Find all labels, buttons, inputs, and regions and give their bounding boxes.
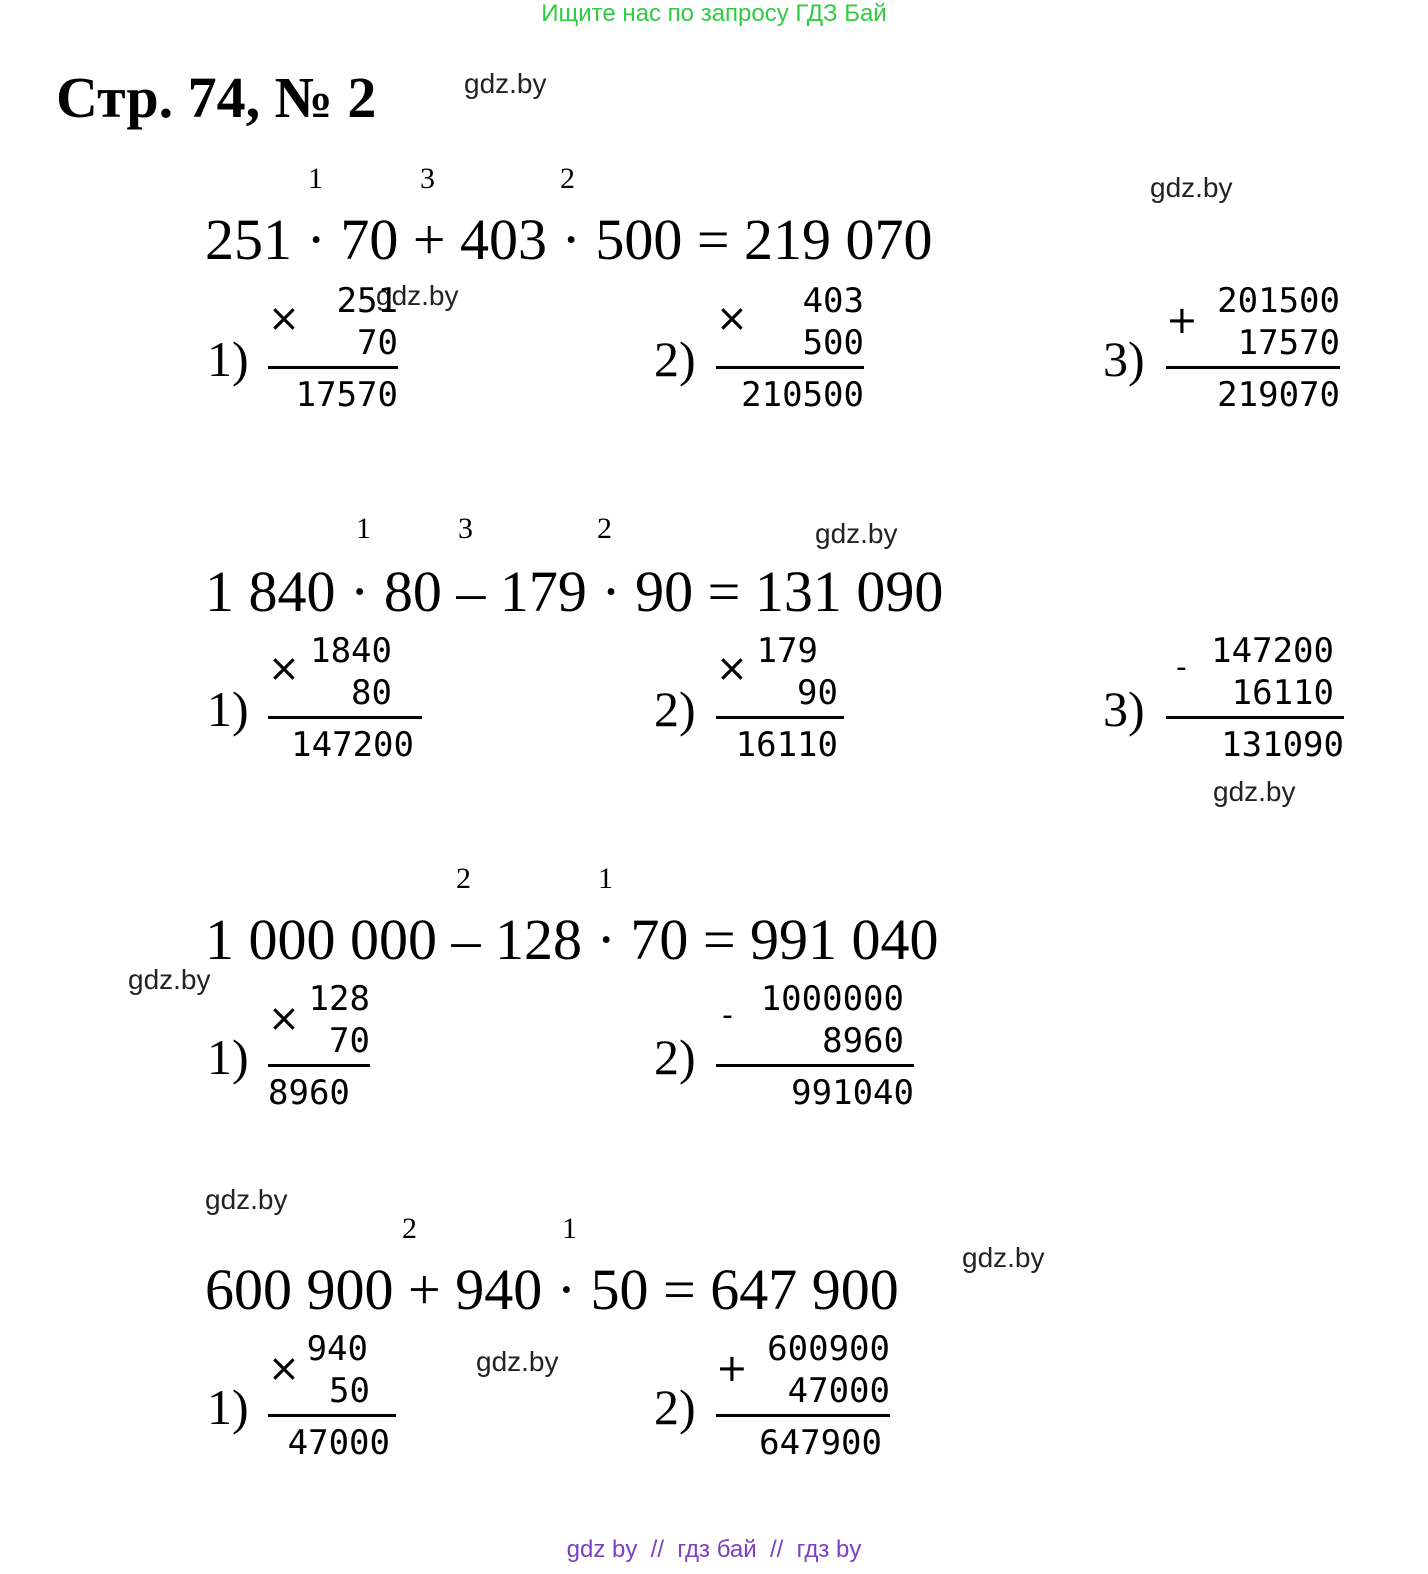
order-number: 3 [420, 162, 435, 195]
step-label: 1) [207, 1029, 249, 1085]
watermark: gdz.by [962, 1242, 1045, 1273]
result-line [268, 366, 398, 369]
column-calculation [268, 630, 422, 765]
operand: 179 [756, 631, 818, 671]
watermark: gdz.by [815, 518, 898, 549]
result: 8960 [268, 1073, 350, 1113]
multiply-sign: × [268, 646, 300, 690]
expression: 251 · 70 + 403 · 500 = 219 070 [205, 207, 933, 272]
order-number: 1 [308, 162, 323, 195]
result-line [716, 716, 844, 719]
operand: 201500 [1217, 281, 1340, 321]
operand: 8960 [822, 1021, 904, 1061]
order-number: 2 [597, 512, 612, 545]
result-line [1166, 716, 1344, 719]
operand: 403 [802, 281, 864, 321]
operand: 47000 [787, 1371, 890, 1411]
watermark: gdz.by [1150, 172, 1233, 203]
result-line [716, 1064, 914, 1067]
expression: 600 900 + 940 · 50 = 647 900 [205, 1257, 899, 1322]
result: 991040 [791, 1073, 914, 1113]
order-number: 2 [560, 162, 575, 195]
result: 47000 [287, 1423, 390, 1463]
operand: 90 [797, 673, 838, 713]
column-calculation [1166, 630, 1344, 765]
watermark: gdz.by [205, 1184, 288, 1215]
multiply-sign: × [268, 1346, 300, 1390]
operand: 50 [329, 1371, 370, 1411]
multiply-sign: × [716, 296, 748, 340]
operand: 70 [357, 323, 398, 363]
step-label: 2) [654, 331, 696, 387]
result-line [716, 366, 864, 369]
operand: 251 [336, 281, 398, 321]
operand: 1000000 [760, 979, 904, 1019]
result-line [1166, 366, 1340, 369]
result: 210500 [741, 375, 864, 415]
watermark: gdz.by [376, 280, 459, 311]
result: 147200 [291, 725, 414, 765]
result: 219070 [1217, 375, 1340, 415]
result-line [716, 1414, 890, 1417]
step-label: 2) [654, 1379, 696, 1435]
watermark: gdz.by [464, 68, 547, 99]
step-label: 3) [1103, 331, 1145, 387]
order-number: 1 [562, 1212, 577, 1245]
multiply-sign: × [268, 996, 300, 1040]
operand: 16110 [1231, 673, 1334, 713]
minus-sign: - [722, 998, 733, 1033]
operand: 1840 [310, 631, 392, 671]
operand: 70 [329, 1021, 370, 1061]
result: 131090 [1221, 725, 1344, 765]
order-number: 2 [402, 1212, 417, 1245]
result-line [268, 1414, 396, 1417]
operand: 940 [306, 1329, 368, 1369]
step-label: 1) [207, 1379, 249, 1435]
order-number: 2 [456, 862, 471, 895]
operand: 17570 [1237, 323, 1340, 363]
multiply-sign: × [716, 646, 748, 690]
step-label: 1) [207, 681, 249, 737]
watermark: gdz.by [1213, 776, 1296, 807]
operand: 80 [351, 673, 392, 713]
result: 647900 [759, 1423, 882, 1463]
footer-watermark: gdz by // гдз бай // гдз by [566, 1536, 862, 1563]
operand: 147200 [1211, 631, 1334, 671]
result: 16110 [735, 725, 838, 765]
column-calculation [716, 1328, 890, 1463]
page-title: Стр. 74, № 2 [56, 65, 377, 130]
result-line [268, 716, 422, 719]
watermark: gdz.by [128, 964, 211, 995]
column-calculation [1166, 280, 1340, 415]
operand: 600900 [767, 1329, 890, 1369]
operand: 500 [802, 323, 864, 363]
order-number: 3 [458, 512, 473, 545]
minus-sign: - [1176, 650, 1187, 685]
step-label: 3) [1103, 681, 1145, 737]
order-number: 1 [356, 512, 371, 545]
watermark: gdz.by [476, 1346, 559, 1377]
expression: 1 840 · 80 – 179 · 90 = 131 090 [205, 559, 944, 624]
order-number: 1 [598, 862, 613, 895]
expression: 1 000 000 – 128 · 70 = 991 040 [205, 907, 939, 972]
search-banner: Ищите нас по запросу ГДЗ Бай [541, 0, 887, 27]
plus-sign: + [716, 1346, 748, 1390]
step-label: 2) [654, 1029, 696, 1085]
step-label: 1) [207, 331, 249, 387]
column-calculation [716, 280, 864, 415]
column-calculation [268, 978, 370, 1113]
column-calculation [268, 280, 398, 415]
operand: 128 [308, 979, 370, 1019]
column-calculation [716, 630, 844, 765]
column-calculation [268, 1328, 396, 1463]
result: 17570 [295, 375, 398, 415]
multiply-sign: × [268, 296, 300, 340]
column-calculation [716, 978, 914, 1113]
plus-sign: + [1166, 298, 1198, 342]
step-label: 2) [654, 681, 696, 737]
result-line [268, 1064, 370, 1067]
